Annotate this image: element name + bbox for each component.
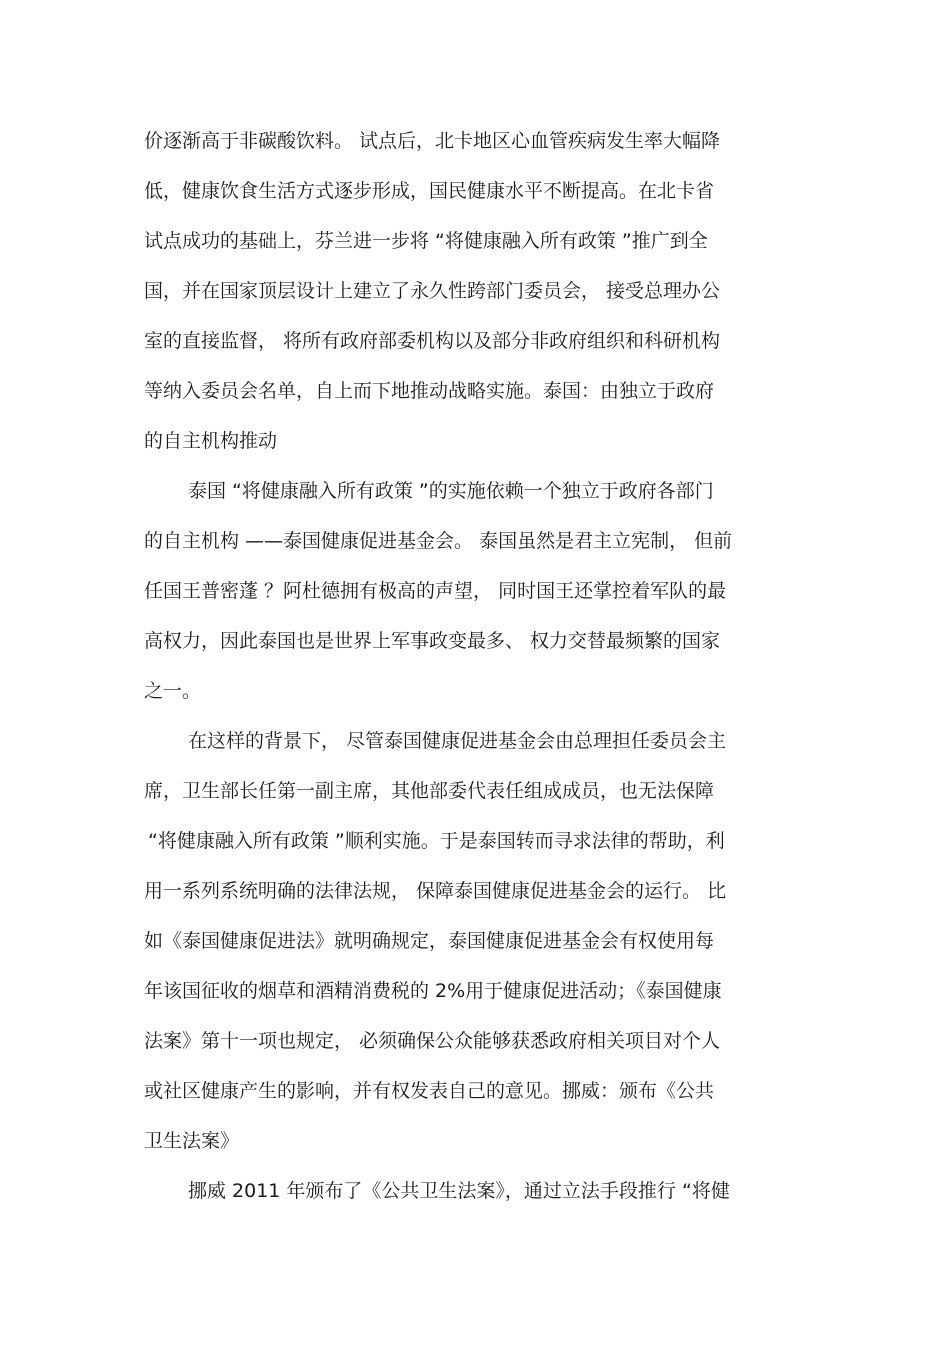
text-line: 低，健康饮食生活方式逐步形成，国民健康水平不断提高。在北卡省 xyxy=(144,180,715,202)
text-line: 高权力，因此泰国也是世界上军事政变最多、 权力交替最频繁的国家 xyxy=(144,630,721,652)
text-line: 在这样的背景下， 尽管泰国健康促进基金会由总理担任委员会主 xyxy=(188,730,727,752)
text-line: 席，卫生部长任第一副主席，其他部委代表任组成成员，也无法保障 xyxy=(144,780,715,802)
section-heading: 的自主机构推动 xyxy=(144,430,278,452)
text-line: 价逐渐高于非碳酸饮料。 试点后，北卡地区心血管疾病发生率大幅降 xyxy=(144,130,721,152)
text-line: 用一系列系统明确的法律法规， 保障泰国健康促进基金会的运行。 比 xyxy=(144,880,727,902)
text-line: 等纳入委员会名单，自上而下地推动战略实施。泰国：由独立于政府 xyxy=(144,380,715,402)
text-line: “将健康融入所有政策 ”顺利实施。于是泰国转而寻求法律的帮助，利 xyxy=(148,830,725,852)
text-line: 国，并在国家顶层设计上建立了永久性跨部门委员会， 接受总理办公 xyxy=(144,280,721,302)
text-line: 如《泰国健康促进法》就明确规定，泰国健康促进基金会有权使用每 xyxy=(144,930,715,952)
text-line: 的自主机构 ——泰国健康促进基金会。 泰国虽然是君主立宪制， 但前 xyxy=(144,530,733,552)
text-line: 之一。 xyxy=(144,680,202,702)
text-line: 任国王普密蓬 ？阿杜德拥有极高的声望， 同时国王还掌控着军队的最 xyxy=(144,580,727,602)
text-line: 室的直接监督， 将所有政府部委机构以及部分非政府组织和科研机构 xyxy=(144,330,721,352)
section-heading: 卫生法案》 xyxy=(144,1130,240,1152)
text-line: 或社区健康产生的影响，并有权发表自己的意见。挪威：颁布《公共 xyxy=(144,1080,715,1102)
text-line: 年该国征收的烟草和酒精消费税的 2%用于健康促进活动；《泰国健康 xyxy=(144,980,722,1002)
text-line: 试点成功的基础上，芬兰进一步将 “将健康融入所有政策 ”推广到全 xyxy=(144,230,708,252)
text-line: 泰国 “将健康融入所有政策 ”的实施依赖一个独立于政府各部门 xyxy=(188,480,714,502)
text-line: 挪威 2011 年颁布了《公共卫生法案》，通过立法手段推行 “将健 xyxy=(188,1180,730,1202)
text-line: 法案》第十一项也规定， 必须确保公众能够获悉政府相关项目对个人 xyxy=(144,1030,721,1052)
